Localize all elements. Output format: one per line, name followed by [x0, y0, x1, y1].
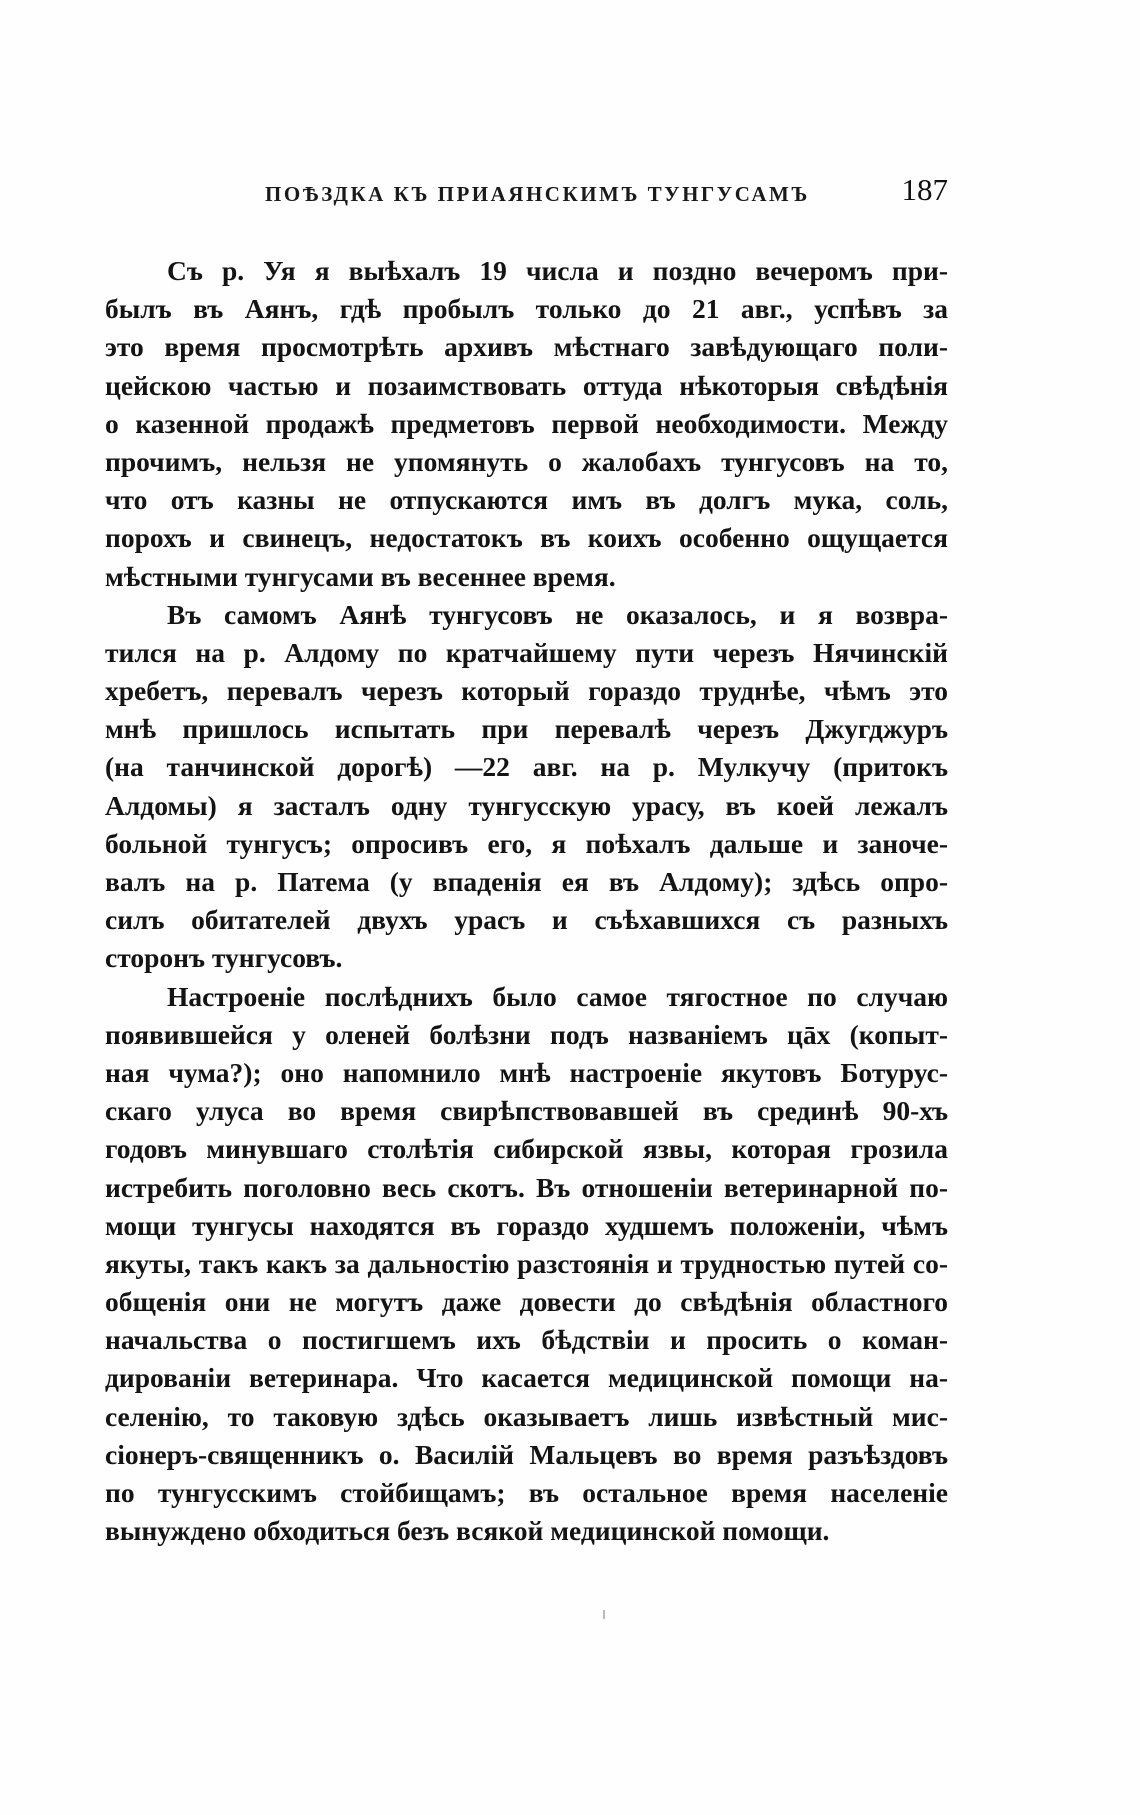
text-line: Алдомы) я засталъ одну тунгусскую урасу, въ коей лежалъ: [105, 789, 948, 821]
text-line: былъ въ Аянъ, гдѣ пробылъ только до 21 авг., успѣвъ за: [105, 293, 948, 325]
page-number: 187: [901, 172, 948, 207]
text-line: что отъ казны не отпускаются имъ въ долгъ мука, соль,: [105, 484, 948, 516]
text-line: ная чума?); оно напомнило мнѣ настроеніе якутовъ Ботурус-: [105, 1056, 948, 1088]
text-line: начальства о постигшемъ ихъ бѣдствіи и просить о коман-: [105, 1324, 948, 1356]
text-line: по тунгусскимъ стойбищамъ; въ остальное время населеніе: [105, 1477, 948, 1508]
text-line: цейскою частью и позаимствовать оттуда нѣкоторыя свѣдѣнія: [105, 369, 948, 401]
text-line: Съ р. Уя я выѣхалъ 19 числа и поздно вечеромъ при-: [167, 255, 948, 286]
text-line: мѣстными тунгусами въ весеннее время.: [105, 560, 616, 592]
text-line: общенія они не могутъ даже довести до свѣдѣнія областного: [105, 1286, 948, 1318]
text-line: (на танчинской дорогѣ) —22 авг. на р. Мулкучу (притокъ: [105, 751, 948, 783]
text-line: валъ на р. Патема (у впаденія ея въ Алдому); здѣсь опро-: [105, 866, 948, 897]
text-line: прочимъ, нельзя не упомянуть о жалобахъ тунгусовъ на то,: [105, 445, 948, 477]
text-line: вынуждено обходиться безъ всякой медицинской помощи.: [105, 1515, 830, 1547]
text-line: дированіи ветеринара. Что касается медицинской помощи на-: [105, 1362, 948, 1394]
running-head-title: ПОѢЗДКА КЪ ПРИАЯНСКИМЪ ТУНГУСАМЪ: [265, 182, 810, 206]
text-line: годовъ минувшаго столѣтія сибирской язвы, которая грозила: [105, 1133, 948, 1165]
body-text: [105, 252, 948, 1550]
print-speck: [603, 1610, 605, 1619]
text-line: Настроеніе послѣднихъ было самое тягостное по случаю: [167, 980, 948, 1012]
text-line: мощи тунгусы находятся въ гораздо худшемъ положеніи, чѣмъ: [105, 1209, 948, 1241]
text-line: мнѣ пришлось испытать при перевалѣ черезъ Джугджуръ: [105, 713, 948, 745]
text-line: селенію, то таковую здѣсь оказываетъ лишь извѣстный мис-: [105, 1400, 948, 1432]
text-line: истребить поголовно весь скотъ. Въ отношеніи ветеринарной по-: [105, 1171, 948, 1203]
text-line: порохъ и свинецъ, недостатокъ въ коихъ особенно ощущается: [105, 522, 948, 554]
paragraph-2: [105, 596, 948, 978]
running-head: [105, 172, 948, 218]
text-line: скаго улуса во время свирѣпствовавшей въ срединѣ 90-хъ: [105, 1095, 948, 1127]
text-line: Въ самомъ Аянѣ тунгусовъ не оказалось, и я возвра-: [167, 598, 948, 630]
text-line: появившейся у оленей болѣзни подъ названіемъ цāх (копыт-: [105, 1018, 948, 1050]
paragraph-3: [105, 978, 948, 1551]
text-line: больной тунгусъ; опросивъ его, я поѣхалъ дальше и заноче-: [105, 827, 948, 859]
text-line: сіонеръ-священникъ о. Василій Мальцевъ во время разъѣздовъ: [105, 1438, 948, 1470]
text-line: сторонъ тунгусовъ.: [105, 942, 343, 974]
text-line: якуты, такъ какъ за дальностію разстоянія и трудностью путей со-: [105, 1247, 948, 1279]
text-line: тился на р. Алдому по кратчайшему пути черезъ Нячинскій: [105, 636, 948, 668]
text-line: хребетъ, перевалъ черезъ который гораздо труднѣе, чѣмъ это: [105, 675, 948, 707]
text-line: о казенной продажѣ предметовъ первой необходимости. Между: [105, 407, 948, 439]
paragraph-1: [105, 252, 948, 596]
text-line: это время просмотрѣть архивъ мѣстнаго завѣдующаго поли-: [105, 331, 948, 363]
text-line: силъ обитателей двухъ урасъ и съѣхавшихся съ разныхъ: [105, 904, 948, 936]
